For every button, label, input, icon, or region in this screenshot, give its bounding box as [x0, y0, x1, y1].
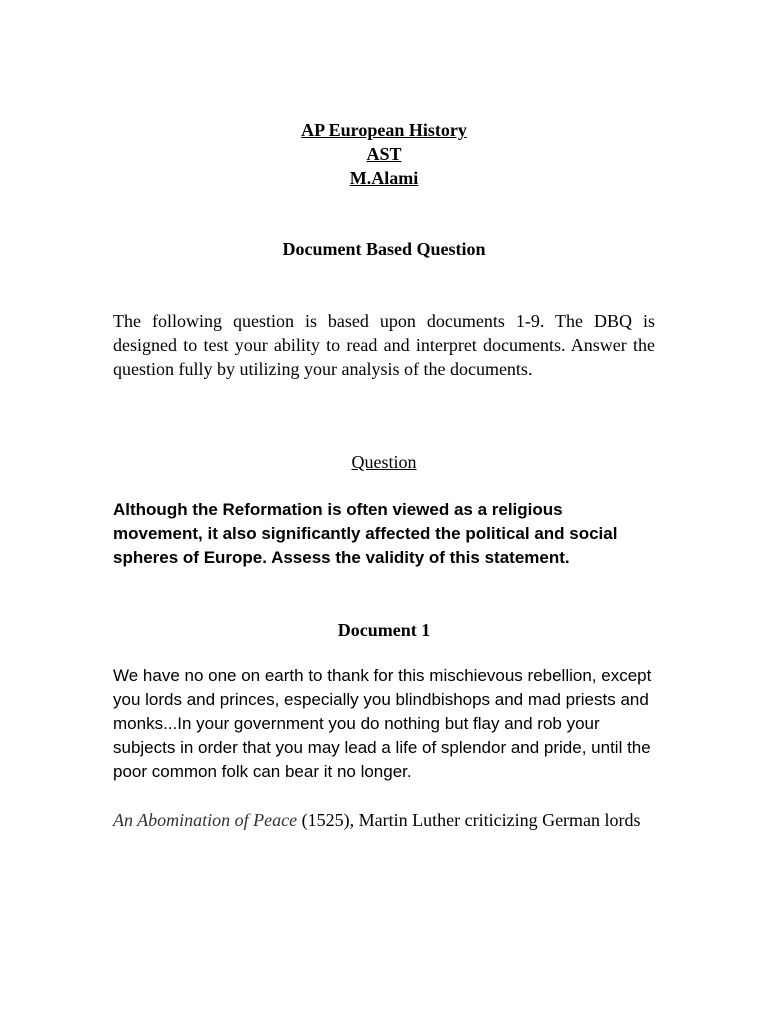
document-1-source-attribution: (1525), Martin Luther criticizing German lords	[297, 810, 641, 830]
teacher-name: M.Alami	[349, 168, 419, 188]
document-1-heading: Document 1	[337, 620, 431, 640]
instructions-paragraph: The following question is based upon documents 1-9. The DBQ is designed to test your ability to read and interpret documents. Answer the question fully by utilizing your analysis of the documents.	[113, 311, 655, 379]
document-1-source-title: An Abomination of Peace	[113, 810, 298, 830]
document-header	[0, 118, 768, 190]
school-name: AST	[366, 144, 402, 164]
question-heading: Question	[351, 452, 417, 472]
document-1-text: We have no one on earth to thank for this mischievous rebellion, except you lords and princes, especially you blindbishops and mad priests and monks...In your government you do nothing but flay and rob your subjects in order that you may lead a life of splendor and pride, until the poor common folk can bear it no longer.	[113, 666, 652, 781]
dbq-title: Document Based Question	[282, 239, 486, 259]
question-text: Although the Reformation is often viewed as a religious movement, it also significantly affected the political and social spheres of Europe. Assess the validity of this statement.	[113, 500, 618, 567]
document-1-source	[113, 808, 653, 832]
course-title: AP European History	[301, 120, 467, 140]
